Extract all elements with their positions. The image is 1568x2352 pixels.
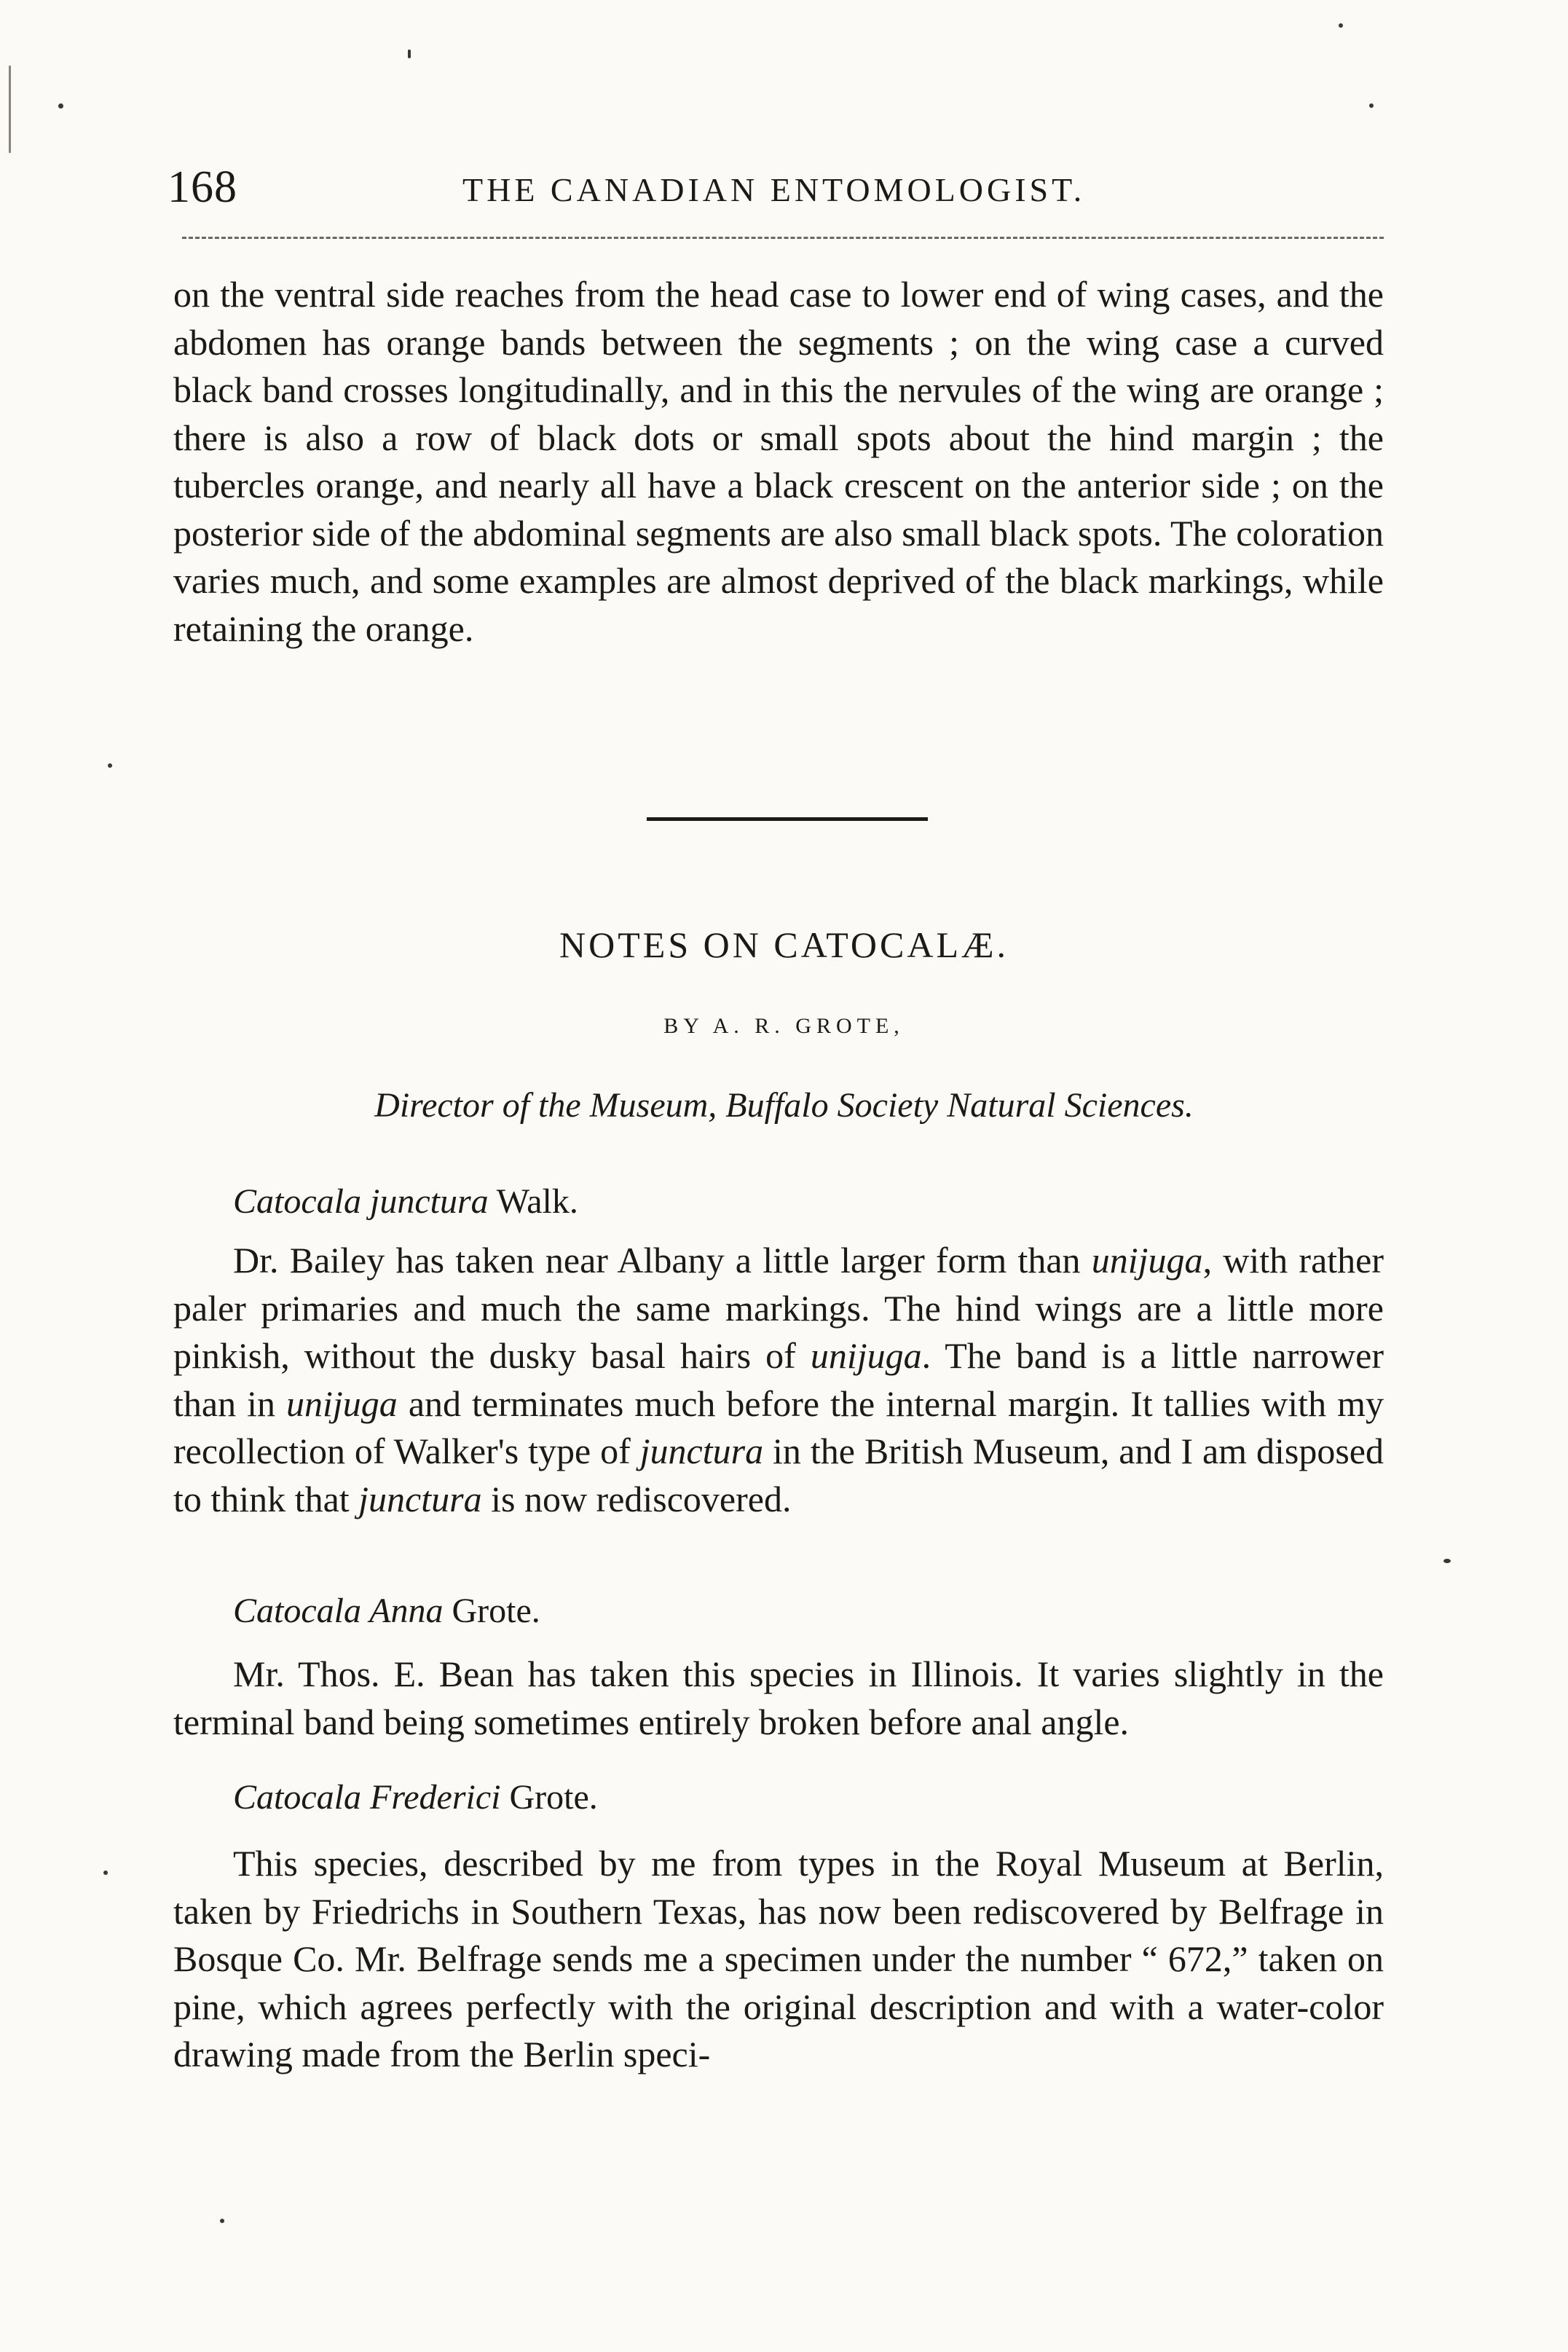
entry-paragraph-anna bbox=[173, 1651, 1384, 1746]
italic-species-ref: unijuga bbox=[810, 1335, 922, 1376]
italic-species-ref: unijuga bbox=[1091, 1240, 1203, 1281]
text-run: and terminates much before the internal margin. It tallies with my recollection of Walker's type of bbox=[173, 1383, 1384, 1471]
species-name: Catocala Anna bbox=[233, 1592, 444, 1630]
article-byline: BY A. R. GROTE, bbox=[663, 1014, 905, 1038]
species-heading-frederici bbox=[233, 1777, 598, 1817]
scan-speck bbox=[58, 103, 63, 109]
scan-speck bbox=[1339, 23, 1343, 28]
text-run: in the British Museum, and I am disposed to think that bbox=[173, 1431, 1384, 1519]
author-affiliation: Director of the Museum, Buffalo Society Natural Sciences. bbox=[374, 1086, 1194, 1125]
species-name: Catocala Frederici bbox=[233, 1778, 501, 1817]
italic-species-ref: unijuga bbox=[286, 1383, 398, 1424]
journal-title: THE CANADIAN ENTOMOLOGIST. bbox=[462, 171, 1086, 208]
text-run: is now rediscovered. bbox=[481, 1478, 792, 1519]
species-name: Catocala junctura bbox=[233, 1182, 489, 1221]
entry-text bbox=[173, 1237, 1384, 1523]
scan-speck bbox=[408, 50, 411, 58]
section-divider bbox=[647, 817, 928, 821]
entry-text: Mr. Thos. E. Bean has taken this species in Illinois. It varies slightly in the terminal band being sometimes entirely broken before anal angle. bbox=[173, 1653, 1384, 1742]
entry-paragraph-frederici bbox=[173, 1840, 1384, 2079]
species-heading-anna bbox=[233, 1591, 540, 1631]
species-author: Grote. bbox=[500, 1778, 598, 1817]
running-head bbox=[168, 162, 1384, 213]
intro-paragraph bbox=[173, 271, 1384, 653]
header-rule bbox=[182, 237, 1384, 239]
italic-species-ref: junctura bbox=[639, 1431, 764, 1471]
species-author: Grote. bbox=[443, 1592, 540, 1630]
scan-speck bbox=[1369, 103, 1374, 108]
intro-text: on the ventral side reaches from the head case to lower end of wing cases, and the abdomen has orange bands between the segments ; on the wing case a curved black band crosses longitudinally, and in this the nervules of the wing are orange ; there is also a row of black dots or small spots about the hind margin ; the tubercles orange, and nearly all have a black crescent on the anterior side ; on the posterior side of the abdominal segments are also small black spots. The coloration varies much, and some examples are almost deprived of the black markings, while retaining the orange. bbox=[173, 274, 1384, 649]
scan-speck bbox=[108, 763, 112, 768]
text-run: Dr. Bailey has taken near Albany a little larger form than bbox=[233, 1240, 1092, 1281]
scan-speck bbox=[220, 2219, 224, 2223]
scan-speck bbox=[9, 66, 11, 153]
text-run: . The band is a little narrower than in bbox=[173, 1335, 1384, 1424]
italic-species-ref: junctura bbox=[358, 1478, 482, 1519]
scan-speck bbox=[103, 1871, 108, 1875]
text-run: , with rather paler primaries and much the same markings. The hind wings are a little more pinkish, without the dusky basal hairs of bbox=[173, 1240, 1384, 1376]
page-number: 168 bbox=[168, 162, 237, 212]
entry-text: This species, described by me from types in the Royal Museum at Berlin, taken by Friedrichs in Southern Texas, has now been rediscovered by Belfrage in Bosque Co. Mr. Belfrage sends me a specimen under the number “ 672,” taken on pine, which agrees perfectly with the original description and with a water-color drawing made from the Berlin speci- bbox=[173, 1843, 1384, 2074]
scan-speck bbox=[1443, 1559, 1451, 1563]
entry-paragraph-junctura bbox=[173, 1237, 1384, 1523]
article-title: NOTES ON CATOCALÆ. bbox=[559, 924, 1009, 965]
species-author: Walk. bbox=[488, 1182, 578, 1221]
species-heading-junctura bbox=[233, 1181, 578, 1222]
